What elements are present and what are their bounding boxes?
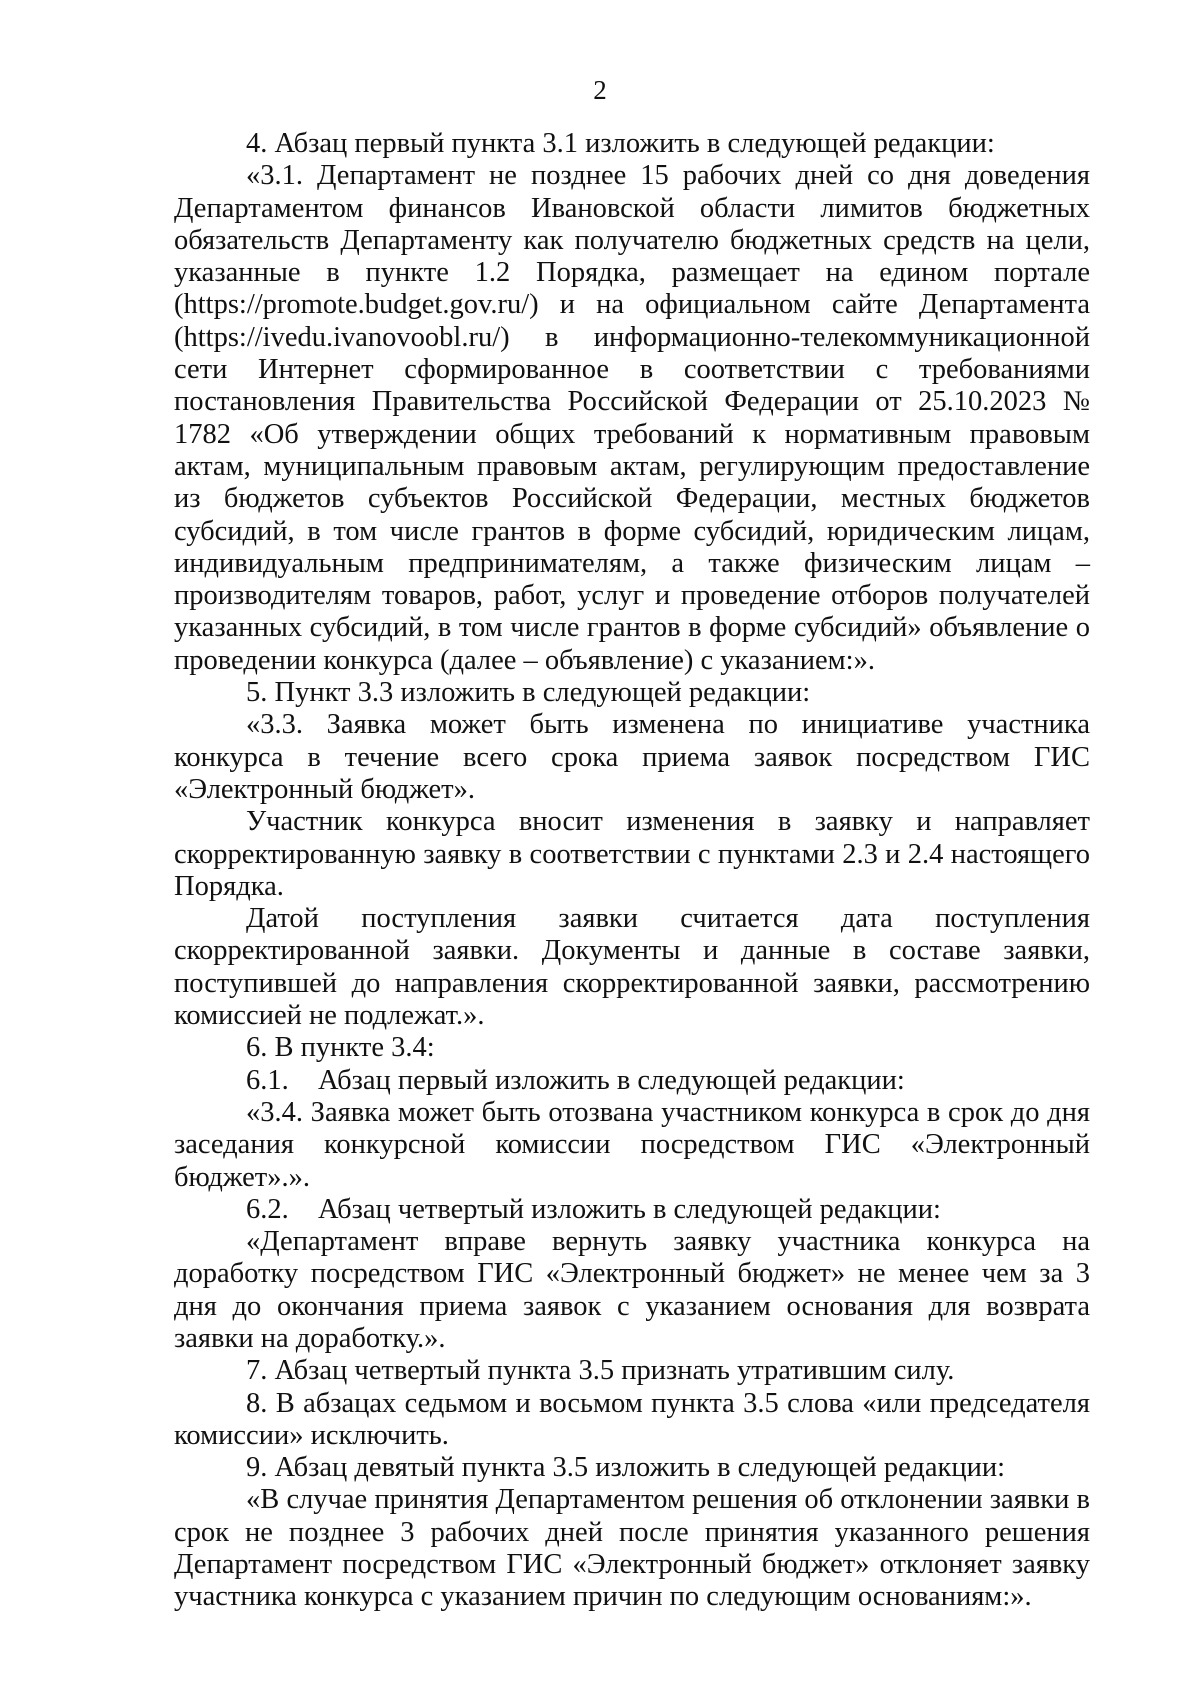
paragraph-clause-3-3-date: Датой поступления заявки считается дата поступления скорректированной заявки. Документы и данные в составе заявки, поступившей до направления скорректированной заявки, рассмотрению комиссией не подлежат.». [174, 903, 1090, 1032]
subitem-text: Абзац четвертый изложить в следующей редакции: [318, 1193, 941, 1225]
subitem-6-2 [174, 1194, 1090, 1226]
paragraph-item-6: 6. В пункте 3.4: [246, 1032, 435, 1064]
paragraph-clause-3-1: «3.1. Департамент не позднее 15 рабочих дней со дня доведения Департаментом финансов Ивановской области лимитов бюджетных обязательств Департаменту как получателю бюджетных средств на цели, указанные в пункте 1.2 Порядка, размещает на едином портале (https://promote.budget.gov.ru/) и на официальном сайте Департамента (https://ivedu.ivanovoobl.ru/) в информационно-телекоммуникационной сети Интернет сформированное в соответствии с требованиями постановления Правительства Российской Федерации от 25.10.2023 № 1782 «Об утверждении общих требований к нормативным правовым актам, муниципальным правовым актам, регулирующим предоставление из бюджетов субъектов Российской Федерации, местных бюджетов субсидий, в том числе грантов в форме субсидий, юридическим лицам, индивидуальным предпринимателям, а также физическим лицам – производителям товаров, работ, услуг и проведение отборов получателей указанных субсидий, в том числе грантов в форме субсидий» объявление о проведении конкурса (далее – объявление) с указанием:». [174, 160, 1090, 676]
paragraph-item-9: 9. Абзац девятый пункта 3.5 изложить в следующей редакции: [246, 1452, 1006, 1484]
paragraph-return-for-revision: «Департамент вправе вернуть заявку участника конкурса на доработку посредством ГИС «Электронный бюджет» не менее чем за 3 дня до окончания приема заявок с указанием основания для возврата заявки на доработку.». [174, 1226, 1090, 1354]
paragraph-clause-3-3-changes: Участник конкурса вносит изменения в заявку и направляет скорректированную заявку в соответствии с пунктами 2.3 и 2.4 настоящего Порядка. [174, 806, 1090, 902]
paragraph-item-4: 4. Абзац первый пункта 3.1 изложить в следующей редакции: [246, 128, 995, 159]
paragraph-item-7: 7. Абзац четвертый пункта 3.5 признать утратившим силу. [246, 1355, 955, 1387]
paragraph-clause-3-4: «3.4. Заявка может быть отозвана участником конкурса в срок до дня заседания конкурсной комиссии посредством ГИС «Электронный бюджет».». [174, 1096, 1090, 1193]
subitem-6-1 [174, 1065, 1090, 1097]
paragraph-item-8: 8. В абзацах седьмом и восьмом пункта 3.5 слова «или председателя комиссии» исключить. [174, 1387, 1090, 1451]
paragraph-item-5: 5. Пункт 3.3 изложить в следующей редакции: [246, 677, 811, 709]
paragraph-clause-3-3: «3.3. Заявка может быть изменена по инициативе участника конкурса в течение всего срока приема заявок посредством ГИС «Электронный бюджет». [174, 709, 1090, 805]
subitem-number: 6.2. [246, 1193, 289, 1225]
paragraph-rejection: «В случае принятия Департаментом решения об отклонении заявки в срок не позднее 3 рабочих дней после принятия указанного решения Департамент посредством ГИС «Электронный бюджет» отклоняет заявку участника конкурса с указанием причин по следующим основаниям:». [174, 1484, 1090, 1613]
subitem-text: Абзац первый изложить в следующей редакции: [318, 1064, 905, 1096]
subitem-number: 6.1. [246, 1064, 289, 1096]
page-number: 2 [593, 75, 607, 105]
document-body [174, 128, 1090, 1614]
